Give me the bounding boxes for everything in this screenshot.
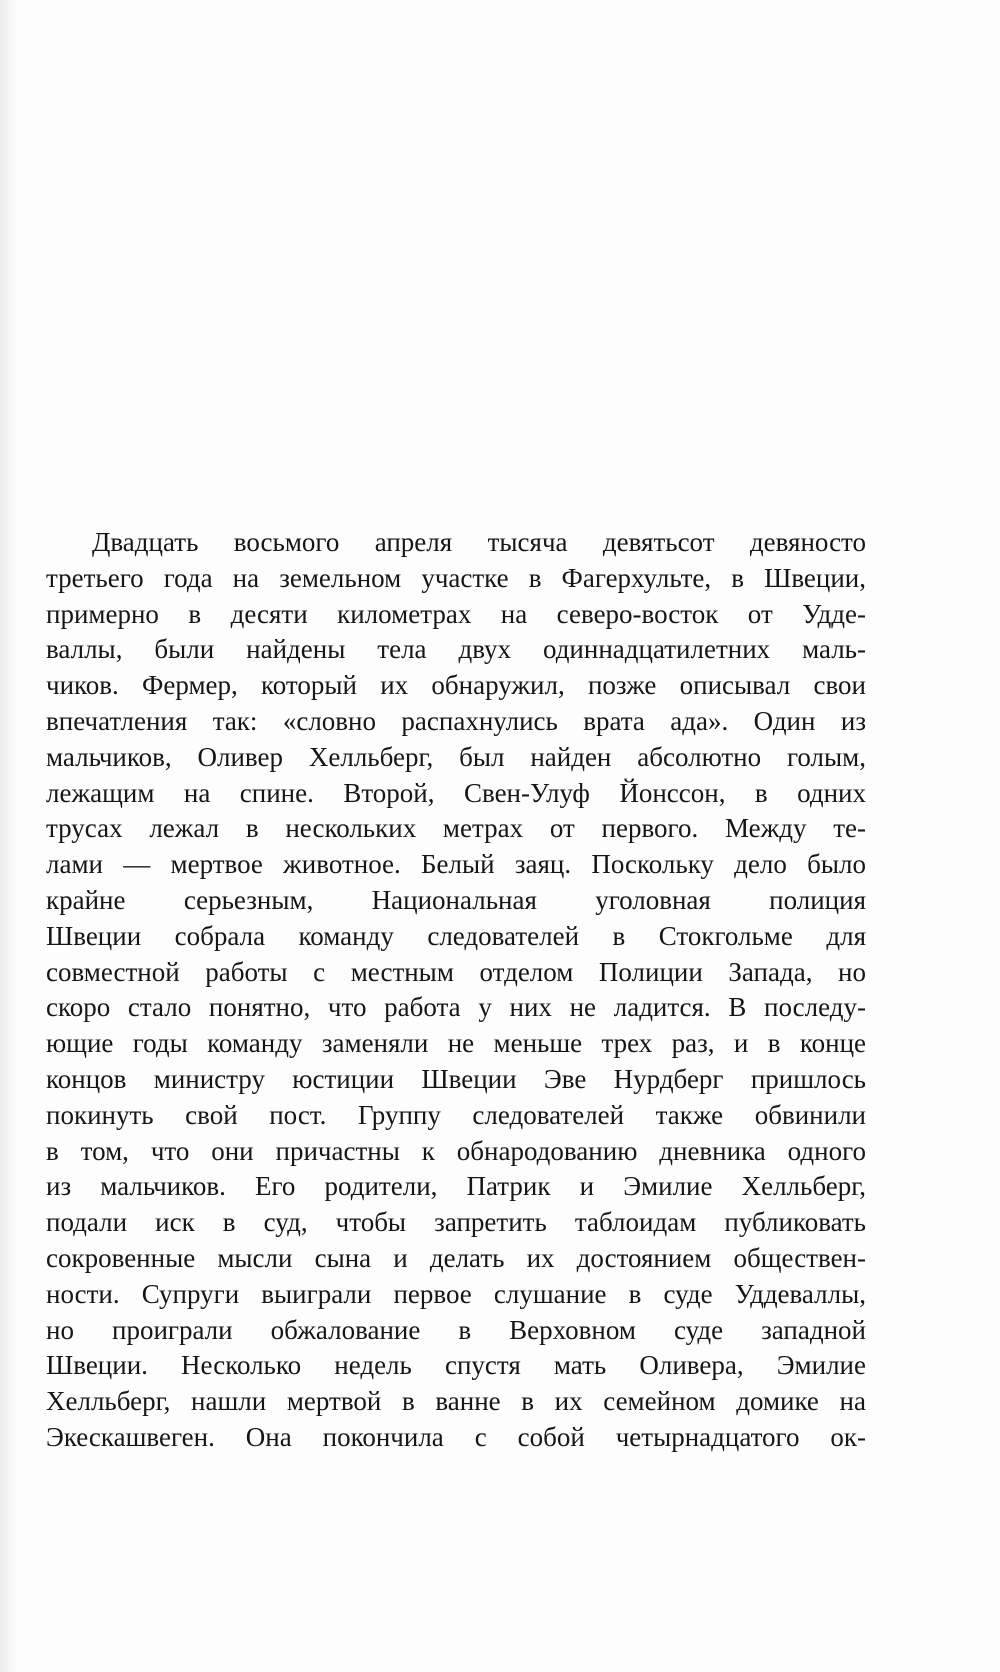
- text-line: чиков. Фермер, который их обнаружил, позже описывал свои: [46, 670, 866, 701]
- text-line: подали иск в суд, чтобы запретить таблоидам публиковать: [46, 1207, 866, 1238]
- text-line: но проиграли обжалование в Верховном суде западной: [46, 1314, 866, 1345]
- text-line: ющие годы команду заменяли не меньше трех раз, и в конце: [46, 1028, 866, 1059]
- text-line: примерно в десяти километрах на северо-восток от Удде-: [46, 598, 866, 629]
- body-paragraph: [46, 525, 866, 1456]
- text-line: третьего года на земельном участке в Фагерхульте, в Швеции,: [46, 562, 866, 593]
- text-line: ности. Супруги выиграли первое слушание в суде Уддеваллы,: [46, 1278, 866, 1309]
- text-line: Швеции собрала команду следователей в Стокгольме для: [46, 920, 866, 951]
- text-line: Хелльберг, нашли мертвой в ванне в их семейном домике на: [46, 1386, 866, 1417]
- text-line: концов министру юстиции Швеции Эве Нурдберг пришлось: [46, 1063, 866, 1094]
- text-line: Двадцать восьмого апреля тысяча девятьсот девяносто: [92, 527, 866, 557]
- text-line: валлы, были найдены тела двух одиннадцатилетних маль-: [46, 634, 866, 665]
- text-line: сокровенные мысли сына и делать их достоянием обществен-: [46, 1242, 866, 1273]
- text-line: лежащим на спине. Второй, Свен-Улуф Йонссон, в одних: [46, 777, 866, 808]
- text-line: в том, что они причастны к обнародованию дневника одного: [46, 1135, 866, 1166]
- text-line: впечатления так: «словно распахнулись врата ада». Один из: [46, 705, 866, 736]
- text-line: из мальчиков. Его родители, Патрик и Эмилие Хелльберг,: [46, 1171, 866, 1202]
- text-line: покинуть свой пост. Группу следователей также обвинили: [46, 1099, 866, 1130]
- text-line: Экескашвеген. Она покончила с собой четырнадцатого ок-: [46, 1421, 866, 1452]
- text-line: трусах лежал в нескольких метрах от первого. Между те-: [46, 813, 866, 844]
- text-line: Швеции. Несколько недель спустя мать Оливера, Эмилие: [46, 1350, 866, 1381]
- text-line: мальчиков, Оливер Хелльберг, был найден абсолютно голым,: [46, 741, 866, 772]
- text-line: совместной работы с местным отделом Полиции Запада, но: [46, 956, 866, 987]
- text-line: крайне серьезным, Национальная уголовная полиция: [46, 884, 866, 915]
- text-line: скоро стало понятно, что работа у них не ладится. В последу-: [46, 992, 866, 1023]
- text-line: лами — мертвое животное. Белый заяц. Поскольку дело было: [46, 849, 866, 880]
